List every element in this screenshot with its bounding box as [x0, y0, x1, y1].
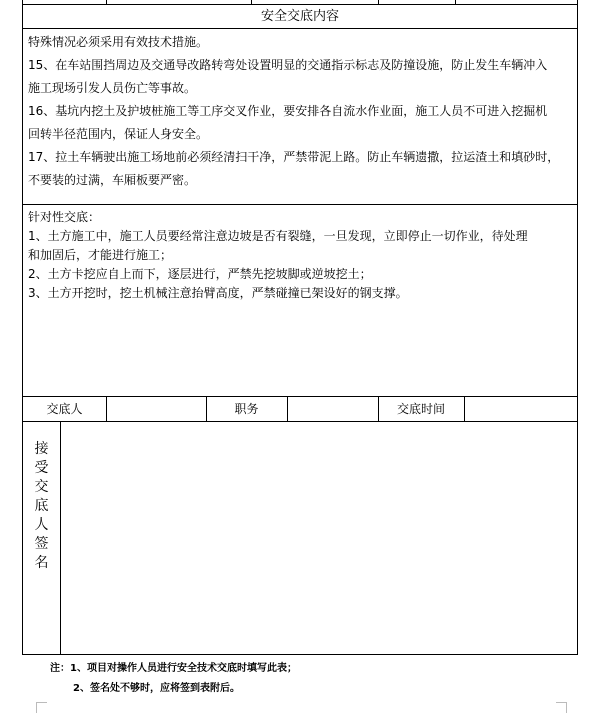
crop-mark-left: [36, 702, 47, 713]
content-line: 不要装的过满，车厢板要严密。: [28, 173, 197, 187]
targeted-block: [28, 208, 573, 303]
targeted-line: 2、土方卡挖应自上而下，逐层进行，严禁先挖坡脚或逆坡挖土；: [28, 267, 372, 281]
col-line-5: [464, 396, 465, 421]
receiver-label: 接 受 交 底 人 签 名: [34, 441, 49, 571]
targeted-line: 针对性交底：: [28, 210, 101, 224]
row-line-content: [23, 204, 577, 205]
crop-mark-right: [556, 702, 567, 713]
content-line: 特殊情况必须采用有效技术措施。: [28, 35, 209, 49]
content-block: [28, 31, 573, 192]
col-line-1: [106, 396, 107, 421]
position-label: 职务: [234, 402, 259, 416]
row-line-title: [23, 28, 577, 29]
row-line-bottom: [23, 654, 577, 655]
content-line: 施工现场引发人员伤亡等事故。: [28, 81, 197, 95]
content-line: 16、基坑内挖土及护坡桩施工等工序交叉作业，要安排各自流水作业面，施工人员不可进入挖掘机: [28, 104, 548, 118]
time-label: 交底时间: [396, 402, 445, 416]
note-line-1: 注：1、项目对操作人员进行安全技术交底时填写此表；: [50, 663, 297, 674]
note-line-2: 2、签名处不够时，应将签到表附后。: [73, 683, 240, 694]
targeted-line: 和加固后，才能进行施工；: [28, 248, 173, 262]
briefer-label: 交底人: [46, 402, 83, 416]
targeted-line: 3、土方开挖时，挖土机械注意抬臂高度，严禁碰撞已架设好的钢支撑。: [28, 286, 408, 300]
col-line-3: [287, 396, 288, 421]
content-line: 15、在车站围挡周边及交通导改路转弯处设置明显的交通指示标志及防撞设施，防止发生车辆冲入: [28, 58, 548, 72]
signature-divider: [60, 421, 61, 655]
safety-briefing-table: [22, 0, 578, 655]
row-line-footer: [23, 421, 577, 422]
targeted-line: 1、土方施工中，施工人员要经常注意边坡是否有裂缝，一旦发现，立即停止一切作业，待处理: [28, 229, 528, 243]
content-line: 回转半径范围内，保证人身安全。: [28, 127, 209, 141]
section-title: 安全交底内容: [260, 9, 339, 24]
content-line: 17、拉土车辆驶出施工场地前必须经清扫干净，严禁带泥上路。防止车辆遗撒，拉运渣土和填砂时，: [28, 150, 560, 164]
